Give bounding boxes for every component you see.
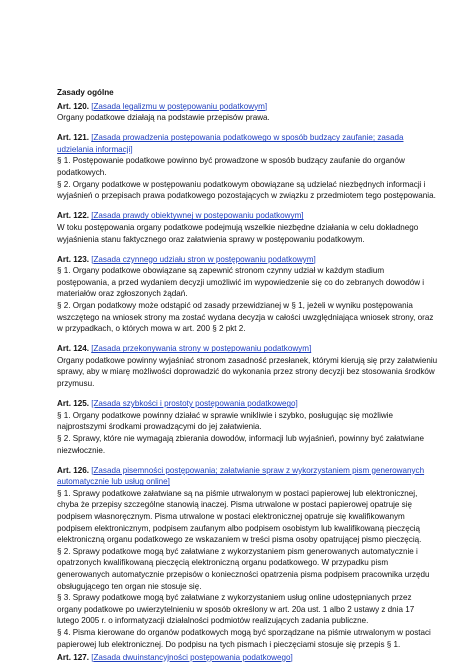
article-paragraph: § 2. Sprawy podatkowe mogą być załatwiane z wykorzystaniem pism generowanych automatycznie i opatrzonych kwalifikowaną pieczęcią elektroniczną organu podatkowego. W przypadku pism generowanych automatycznie przepisów o konieczności opatrzenia pisma podpisem pracownika urzędu obsługującego ten organ nie stosuje się. [57,546,430,591]
article-title-link[interactable]: [Zasada szybkości i prostoty postępowania podatkowego] [91,399,298,409]
article-paragraph: § 1. Organy podatkowe obowiązane są zapewnić stronom czynny udział w każdym stadium postępowania, a przed wydaniem decyzji umożliwić im wypowiedzenie się co do zebranych dowodów i materiałów oraz zgłoszonych żądań. [57,266,425,299]
article-number: Art. 124. [57,344,89,354]
article-title-link[interactable]: [Zasada legalizmu w postępowaniu podatkowym] [91,101,268,111]
article-heading [57,254,438,266]
article-heading [57,101,438,113]
article-126 [57,465,438,651]
article-number: Art. 126. [57,465,89,475]
article-paragraph: § 1. Postępowanie podatkowe powinno być prowadzone w sposób budzący zaufanie do organów podatkowych. [57,156,405,178]
article-title-link[interactable]: [Zasada pisemności postępowania; załatwianie spraw z wykorzystaniem pism generowanych automatycznie lub usług online] [57,465,425,487]
article-number: Art. 123. [57,254,89,264]
article-number: Art. 122. [57,211,89,221]
article-127 [57,652,438,664]
section-title: Zasady ogólne [57,88,114,97]
article-124 [57,343,438,389]
article-number: Art. 121. [57,133,89,143]
article-paragraph: W toku postępowania organy podatkowe podejmują wszelkie niezbędne działania w celu dokładnego wyjaśnienia stanu faktycznego oraz załatwienia sprawy w postępowaniu podatkowym. [57,222,419,244]
article-121 [57,132,438,202]
article-number: Art. 125. [57,399,89,409]
article-title-link[interactable]: [Zasada dwuinstancyjności postępowania podatkowego] [91,652,293,662]
article-paragraph: Organy podatkowe działają na podstawie przepisów prawa. [57,113,270,123]
article-paragraph: § 2. Organ podatkowy może odstąpić od zasady przewidzianej w § 1, jeżeli w wyniku postępowania wszczętego na wniosek strony ma zostać wydana decyzja w całości uwzględniająca wniosek strony, oraz w przypadkach, o których mowa w art. 200 § 2 pkt 2. [57,301,434,334]
article-heading [57,132,438,155]
article-paragraph: § 3. Sprawy podatkowe mogą być załatwiane z wykorzystaniem usług online udostępnianych przez organy podatkowe po uwierzytelnieniu w sposób określony w art. 20a ust. 1 albo 2 ustawy z dnia 17 lutego 2005 r. o informatyzacji działalności podmiotów realizujących zadania publiczne. [57,593,415,626]
article-paragraph: Organy podatkowe powinny wyjaśniać stronom zasadność przesłanek, którymi kierują się przy załatwieniu sprawy, aby w miarę możliwości doprowadzić do wykonania przez strony decyzji bez stosowania środków przymusu. [57,355,438,389]
article-122 [57,210,438,245]
article-heading [57,343,438,355]
article-number: Art. 120. [57,101,89,111]
article-title-link[interactable]: [Zasada prawdy obiektywnej w postępowaniu podatkowym] [91,211,304,221]
article-number: Art. 127. [57,652,89,662]
article-123 [57,254,438,335]
article-paragraph: § 4. Pisma kierowane do organów podatkowych mogą być sporządzane na piśmie utrwalonym w postaci papierowej lub elektronicznej. Do podpisu na tych pismach i pieczęciami stosuje się przepis § 1. [57,627,431,649]
article-title-link[interactable]: [Zasada prowadzenia postępowania podatkowego w sposób budzący zaufanie; zasada udzielania informacji] [57,133,404,154]
article-title-link[interactable]: [Zasada przekonywania strony w postępowaniu podatkowym] [91,344,312,354]
article-125 [57,398,438,456]
article-heading [57,465,438,488]
article-heading [57,652,438,664]
article-120 [57,101,438,124]
article-title-link[interactable]: [Zasada czynnego udziału stron w postępowaniu podatkowym] [91,254,316,264]
article-heading [57,398,438,410]
article-paragraph: § 2. Organy podatkowe w postępowaniu podatkowym obowiązane są udzielać niezbędnych informacji i wyjaśnień o przepisach prawa podatkowego pozostających w związku z przedmiotem tego postępowania. [57,179,436,201]
article-heading [57,210,438,222]
article-paragraph: § 1. Sprawy podatkowe załatwiane są na piśmie utrwalonym w postaci papierowej lub elektronicznej, chyba że przepisy szczególne stanowią inaczej. Pisma utrwalone w postaci papierowej opatruje się podpisem własnoręcznym. Pisma utrwalone w postaci elektronicznej opatruje się kwalifikowanym podpisem elektronicznym, podpisem zaufanym albo podpisem osobistym lub kwalifikowaną pieczęcią elektroniczną organu podatkowego ze wskazaniem w treści pisma osoby opatrującej pismo pieczęcią. [57,488,422,545]
article-paragraph: § 2. Sprawy, które nie wymagają zbierania dowodów, informacji lub wyjaśnień, powinny być załatwiane niezwłocznie. [57,433,424,455]
article-paragraph: § 1. Organy podatkowe powinny działać w sprawie wnikliwie i szybko, posługując się możliwie najprostszymi środkami prowadzącymi do jej załatwienia. [57,410,394,432]
